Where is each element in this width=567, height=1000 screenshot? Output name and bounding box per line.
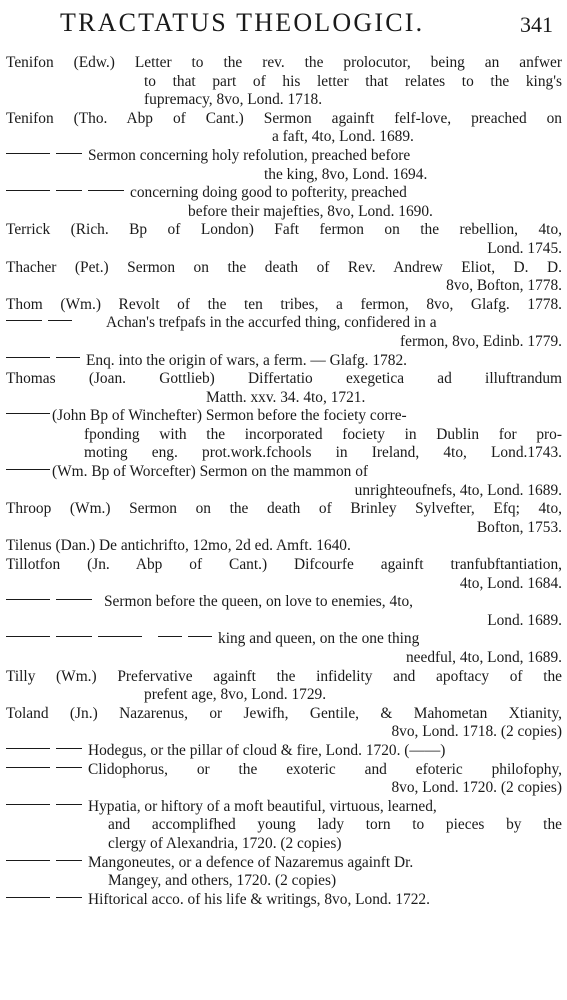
catalogue-entry <box>6 314 562 351</box>
entry-line: Hypatia, or hiftory of a moft beautiful, virtuous, learned, <box>6 798 562 817</box>
ditto-dash <box>6 469 50 470</box>
entry-line: Toland (Jn.) Nazarenus, or Jewifh, Gentile, & Mahometan Xtianity, <box>6 704 562 722</box>
entry-line: clergy of Alexandria, 1720. (2 copies) <box>108 834 342 852</box>
entry-line: Thom (Wm.) Revolt of the ten tribes, a fermon, 8vo, Glafg. 1778. <box>6 295 562 313</box>
entry-line: Mangoneutes, or a defence of Nazaremus againft Dr. <box>6 854 562 873</box>
catalogue-entry <box>6 259 562 296</box>
entry-line: king and queen, on the one thing <box>6 630 562 649</box>
catalogue-entry <box>6 668 562 705</box>
entry-line: Tenifon (Tho. Abp of Cant.) Sermon againft felf-love, preached on <box>6 109 562 127</box>
entry-line: Tilenus (Dan.) De antichrifto, 12mo, 2d ed. Amft. 1640. <box>6 537 351 555</box>
entry-line: Sermon before the queen, on love to enemies, 4to, <box>6 593 562 612</box>
ditto-dash <box>48 320 72 321</box>
catalogue-entry <box>6 296 562 315</box>
entry-line: concerning doing good to pofterity, preached <box>6 184 562 203</box>
catalogue-entry <box>6 537 562 556</box>
ditto-dash <box>56 153 82 154</box>
entry-line: Mangey, and others, 1720. (2 copies) <box>108 872 337 890</box>
ditto-dash <box>56 748 82 749</box>
entry-line: (Wm. Bp of Worcefter) Sermon on the mammon of <box>6 463 562 482</box>
entry-line: Hodegus, or the pillar of cloud & fire, Lond. 1720. (——) <box>6 742 562 761</box>
catalogue-entry <box>6 221 562 258</box>
catalogue-entry <box>6 556 562 593</box>
catalogue-entries <box>6 54 562 909</box>
catalogue-entry <box>6 147 562 184</box>
entry-line: fponding with the incorporated fociety in Dublin for pro- <box>84 425 562 443</box>
entry-line: unrighteoufnefs, 4to, Lond. 1689. <box>354 481 562 499</box>
page-header <box>0 8 567 40</box>
catalogue-entry <box>6 798 562 854</box>
entry-line: Tillotfon (Jn. Abp of Cant.) Difcourfe againft tranfubftantiation, <box>6 556 562 574</box>
catalogue-entry <box>6 54 562 110</box>
entry-line: 4to, Lond. 1684. <box>459 574 562 592</box>
catalogue-entry <box>6 407 562 463</box>
catalogue-entry <box>6 110 562 147</box>
ditto-dash <box>6 190 50 191</box>
ditto-dash <box>56 767 82 768</box>
ditto-dash <box>6 320 42 321</box>
catalogue-entry <box>6 370 562 407</box>
entry-line: fermon, 8vo, Edinb. 1779. <box>399 332 562 350</box>
ditto-dash <box>56 804 82 805</box>
entry-line: a faft, 4to, Lond. 1689. <box>272 128 414 146</box>
catalogue-entry <box>6 184 562 221</box>
ditto-dash <box>6 767 50 768</box>
catalogue-entry <box>6 705 562 742</box>
ditto-dash <box>188 636 212 637</box>
ditto-dash <box>6 748 50 749</box>
catalogue-entry <box>6 630 562 667</box>
entry-line: Tenifon (Edw.) Letter to the rev. the prolocutor, being an anfwer <box>6 54 562 71</box>
ditto-dash <box>56 357 80 358</box>
catalogue-entry <box>6 891 562 910</box>
ditto-dash <box>56 190 82 191</box>
entry-line: Thomas (Joan. Gottlieb) Differtatio exegetica ad illuftrandum <box>6 370 562 388</box>
page-title: TRACTATUS THEOLOGICI. <box>60 8 425 37</box>
entry-line: moting eng. prot.work.fchools in Ireland, 4to, Lond.1743. <box>84 444 562 462</box>
catalogue-entry <box>6 352 562 371</box>
ditto-dash <box>158 636 182 637</box>
catalogue-entry <box>6 761 562 798</box>
ditto-dash <box>6 636 50 637</box>
entry-line: Terrick (Rich. Bp of London) Faft fermon on the rebellion, 4to, <box>6 221 562 239</box>
entry-line: 8vo, Lond. 1720. (2 copies) <box>391 779 562 797</box>
ditto-dash <box>6 599 50 600</box>
entry-line: prefent age, 8vo, Lond. 1729. <box>144 686 327 704</box>
entry-line: to that part of his letter that relates to the king's <box>144 72 562 90</box>
catalogue-entry <box>6 593 562 630</box>
entry-line: Sermon concerning holy refolution, preached before <box>6 147 562 166</box>
entry-line: 8vo, Lond. 1718. (2 copies) <box>391 723 562 741</box>
ditto-dash <box>6 897 50 898</box>
catalogue-entry <box>6 463 562 500</box>
entry-line: Lond. 1745. <box>487 239 562 257</box>
page-number: 341 <box>520 12 553 37</box>
entry-line: before their majefties, 8vo, Lond. 1690. <box>188 202 433 220</box>
entry-line: Thacher (Pet.) Sermon on the death of Rev. Andrew Eliot, D. D. <box>6 258 562 276</box>
ditto-dash <box>88 190 124 191</box>
ditto-dash <box>6 357 50 358</box>
ditto-dash <box>56 599 92 600</box>
entry-line: Hiftorical acco. of his life & writings, 8vo, Lond. 1722. <box>6 891 562 910</box>
entry-line: Tilly (Wm.) Prefervative againft the infidelity and apoftacy of the <box>6 667 562 685</box>
entry-line: fupremacy, 8vo, Lond. 1718. <box>144 91 323 109</box>
catalogue-entry <box>6 742 562 761</box>
entry-line: Lond. 1689. <box>487 611 562 629</box>
entry-line: the king, 8vo, Lond. 1694. <box>264 165 428 183</box>
entry-line: Matth. xxv. 34. 4to, 1721. <box>206 388 366 406</box>
entry-line: and accomplifhed young lady torn to pieces by the <box>108 816 562 834</box>
ditto-dash <box>6 153 50 154</box>
entry-line: 8vo, Bofton, 1778. <box>446 277 562 295</box>
ditto-dash <box>56 897 82 898</box>
ditto-dash <box>56 860 82 861</box>
entry-line: Enq. into the origin of wars, a ferm. — Glafg. 1782. <box>6 352 562 371</box>
entry-line: Clidophorus, or the exoteric and efoteric philofophy, <box>6 761 562 780</box>
ditto-dash <box>6 413 50 414</box>
ditto-dash <box>6 860 50 861</box>
entry-line: Throop (Wm.) Sermon on the death of Brinley Sylvefter, Efq; 4to, <box>6 500 562 518</box>
entry-line: Bofton, 1753. <box>476 518 562 536</box>
entry-line: (John Bp of Winchefter) Sermon before the fociety corre- <box>6 407 562 426</box>
ditto-dash <box>98 636 142 637</box>
ditto-dash <box>6 804 50 805</box>
ditto-dash <box>56 636 92 637</box>
entry-line: needful, 4to, Lond, 1689. <box>405 649 562 666</box>
catalogue-entry <box>6 500 562 537</box>
entry-line: Achan's trefpafs in the accurfed thing, confidered in a <box>6 314 562 333</box>
catalogue-entry <box>6 854 562 891</box>
